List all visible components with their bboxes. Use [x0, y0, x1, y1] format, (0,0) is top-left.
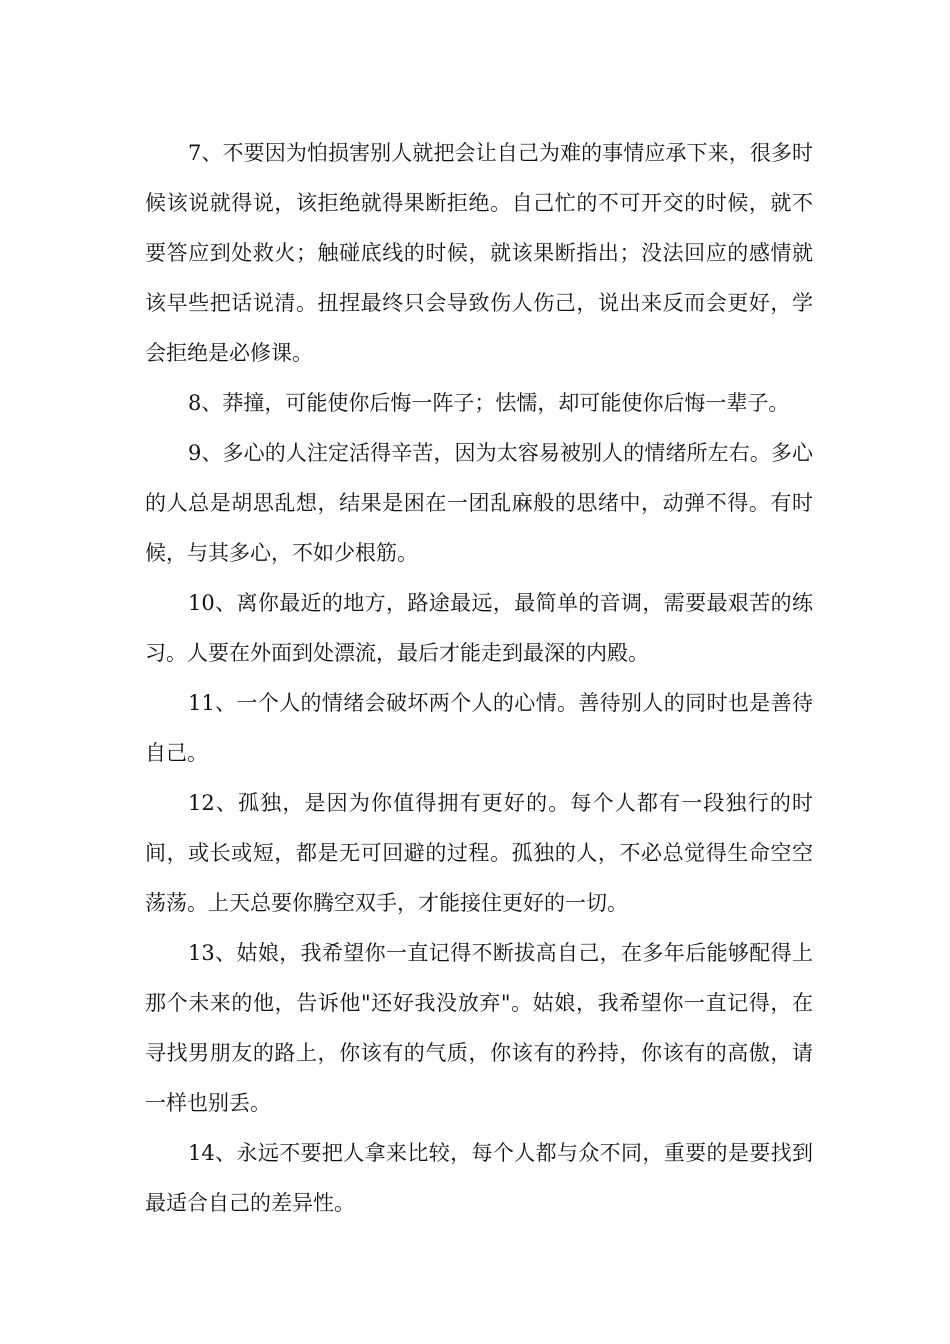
- paragraph-12: 12、孤独，是因为你值得拥有更好的。每个人都有一段独行的时间，或长或短，都是无可回避的过程。孤独的人，不必总觉得生命空空荡荡。上天总要你腾空双手，才能接住更好的一切。: [145, 791, 813, 915]
- paragraph-9: 9、多心的人注定活得辛苦，因为太容易被别人的情绪所左右。多心的人总是胡思乱想，结果是困在一团乱麻般的思绪中，动弹不得。有时候，与其多心，不如少根筋。: [145, 441, 813, 565]
- paragraph-14: 14、永远不要把人拿来比较，每个人都与众不同，重要的是要找到最适合自己的差异性。: [145, 1141, 813, 1215]
- paragraph-8: 8、莽撞，可能使你后悔一阵子；怯懦，却可能使你后悔一辈子。: [188, 391, 790, 415]
- document-body: [145, 128, 813, 1228]
- paragraph-10: 10、离你最近的地方，路途最远，最简单的音调，需要最艰苦的练习。人要在外面到处漂流，最后才能走到最深的内殿。: [145, 591, 813, 665]
- paragraph-7: 7、不要因为怕损害别人就把会让自己为难的事情应承下来，很多时候该说就得说，该拒绝就得果断拒绝。自己忙的不可开交的时候，就不要答应到处救火；触碰底线的时候，就该果断指出；没法回应的感情就该早些把话说清。扭捏最终只会导致伤人伤己，说出来反而会更好，学会拒绝是必修课。: [145, 141, 813, 365]
- paragraph-11: 11、一个人的情绪会破坏两个人的心情。善待别人的同时也是善待自己。: [145, 691, 813, 765]
- paragraph-13: 13、姑娘，我希望你一直记得不断拔高自己，在多年后能够配得上那个未来的他，告诉他"还好我没放弃"。姑娘，我希望你一直记得，在寻找男朋友的路上，你该有的气质，你该有的矜持，你该有的高傲，请一样也别丢。: [145, 941, 813, 1115]
